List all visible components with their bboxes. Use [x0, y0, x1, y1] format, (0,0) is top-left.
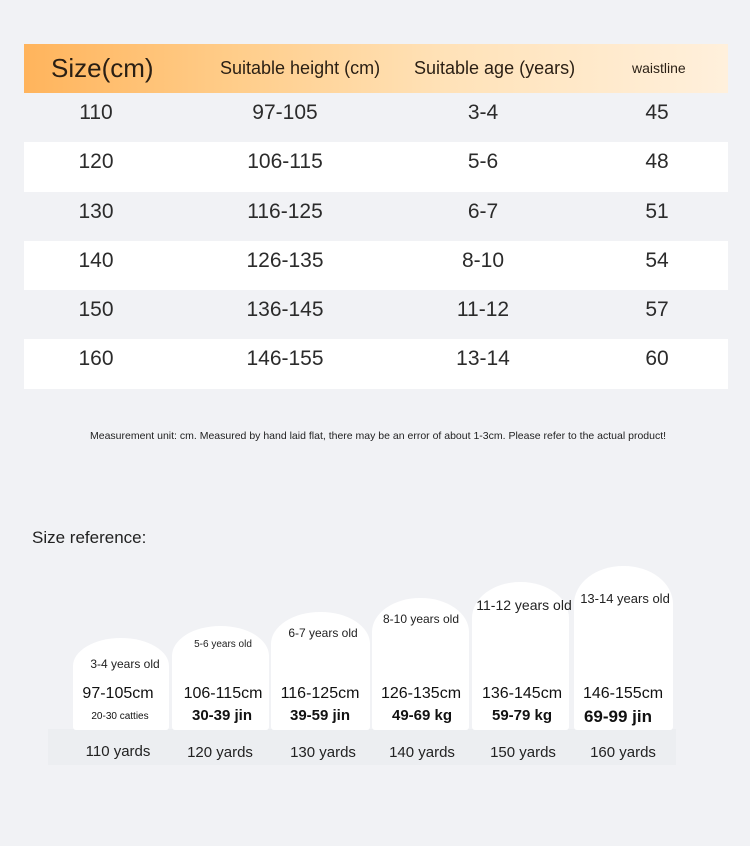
figure-yards: 150 yards: [490, 744, 556, 761]
figure-height: 106-115cm: [183, 685, 263, 702]
figure-weight: 69-99 jin: [583, 707, 653, 726]
figure-weight: 39-59 jin: [289, 707, 351, 724]
figure-weight: 20-30 catties: [91, 711, 149, 722]
figure-yards: 140 yards: [389, 744, 455, 761]
cell-age: 13-14: [456, 347, 510, 371]
cell-age: 8-10: [461, 248, 505, 272]
header-size: Size(cm): [51, 53, 154, 83]
cell-age: 5-6: [467, 150, 499, 174]
cell-size: 150: [78, 298, 114, 322]
figure-age: 11-12 years old: [476, 597, 572, 613]
measurement-note: Measurement unit: cm. Measured by hand laid flat, there may be an error of about 1-3cm. Please refer to the actual product!: [90, 430, 667, 442]
figure-yards: 160 yards: [590, 744, 656, 761]
cell-age: 11-12: [456, 298, 510, 322]
figure-weight: 49-69 kg: [391, 707, 453, 724]
cell-height: 146-155: [246, 347, 324, 371]
figure-yards: 130 yards: [290, 744, 356, 761]
figure-age: 13-14 years old: [580, 591, 670, 606]
cell-height: 136-145: [246, 298, 324, 322]
cell-size: 140: [78, 248, 114, 272]
header-waistline: waistline: [632, 60, 686, 76]
cell-waistline: 48: [645, 150, 669, 174]
cell-waistline: 45: [645, 101, 669, 124]
cell-height: 97-105: [252, 101, 318, 124]
figure-yards: 110 yards: [85, 743, 151, 760]
cell-size: 110: [79, 101, 113, 124]
figure-height: 136-145cm: [481, 685, 563, 702]
figure-weight: 30-39 jin: [191, 707, 253, 724]
cell-age: 6-7: [467, 199, 499, 223]
header-height: Suitable height (cm): [220, 58, 381, 78]
figure-yards: 120 yards: [187, 744, 253, 761]
cell-waistline: 57: [645, 298, 669, 322]
figure-height: 116-125cm: [280, 685, 360, 702]
cell-size: 120: [78, 150, 114, 174]
size-reference-title: Size reference:: [32, 528, 147, 547]
figure-age: 3-4 years old: [90, 657, 160, 671]
figure-height: 146-155cm: [582, 685, 664, 702]
figure-age: 6-7 years old: [288, 626, 358, 640]
cell-size: 160: [78, 347, 114, 371]
cell-height: 126-135: [246, 248, 324, 272]
cell-size: 130: [78, 199, 114, 223]
cell-waistline: 54: [645, 248, 669, 272]
figure-weight: 59-79 kg: [491, 707, 553, 724]
cell-height: 106-115: [247, 150, 323, 174]
header-age: Suitable age (years): [414, 58, 576, 78]
figure-height: 126-135cm: [380, 685, 462, 702]
cell-age: 3-4: [467, 101, 499, 124]
cell-height: 116-125: [247, 199, 323, 223]
cell-waistline: 60: [645, 347, 669, 371]
figure-age: 5-6 years old: [194, 639, 252, 650]
figure-height: 97-105cm: [82, 685, 154, 702]
figure-age: 8-10 years old: [382, 612, 460, 626]
cell-waistline: 51: [645, 199, 669, 223]
